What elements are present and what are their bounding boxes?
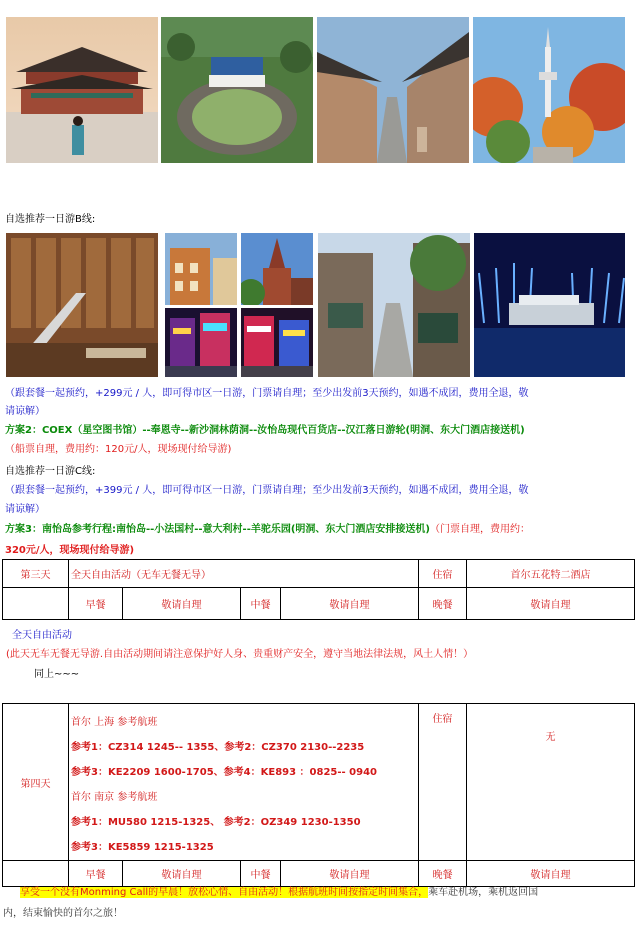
- day4-desc-rest1: 乘车赴机场，乘机返回国: [428, 887, 539, 898]
- photo-night-street-a: [165, 308, 237, 377]
- photo-starfield-library: [6, 233, 158, 377]
- photo-bongeunsa-church: [241, 233, 313, 305]
- day3-dinner-label: 晚餐: [419, 588, 467, 620]
- day4-dinner-label: 晚餐: [419, 861, 467, 887]
- day3-desc-note: (此天无车无餐无导游.自由活动期间请注意保护好人身、贵重财产安全，遵守当地法律法规，风土人情！）: [6, 649, 474, 660]
- route-b-note-line2: 请谅解）: [5, 406, 45, 417]
- photo-garosu-gil: [318, 233, 470, 377]
- day3-meal-blank: [3, 588, 69, 620]
- day4-desc-rest2: 内，结束愉快的首尔之旅！: [3, 908, 123, 919]
- day3-desc-title: 全天自由活动: [12, 630, 72, 641]
- route-c-note-line1: （跟套餐一起预约，+399元 / 人，即可得市区一日游，门票请自理；至少出发前3天预约，如遇不成团，费用全退，敬: [5, 485, 529, 496]
- day4-lunch-label: 中餐: [241, 861, 281, 887]
- day3-lunch: 敬请自理: [281, 588, 419, 620]
- route-b-fee: （船票自理，费用约：120元/人，现场现付给导游): [5, 444, 232, 455]
- photo-han-river-cruise: [474, 233, 625, 377]
- day4-route-nanjing: 首尔 南京 参考航班: [71, 792, 158, 803]
- photo-night-street-b: [241, 308, 313, 377]
- route-c-plan: [5, 524, 530, 536]
- day4-desc-line1: [20, 887, 538, 899]
- route-b-plan: 方案2：COEX（星空图书馆）--奉恩寺--新沙洞林荫洞--汝怡岛现代百货店--汉江落日游轮(明洞、东大门酒店接送机): [5, 425, 525, 436]
- route-c-fee: 320元/人，现场现付给导游): [5, 545, 135, 556]
- photo-namsan-seoul-tower: [473, 17, 625, 163]
- day4-route-shanghai: 首尔 上海 参考航班: [71, 717, 158, 728]
- day4-stay-label: 住宿: [419, 704, 467, 861]
- photo-blue-house-aerial: [161, 17, 313, 163]
- day3-desc-same: 同上~~~: [34, 669, 80, 680]
- route-b-title: 自选推荐一日游B线:: [5, 214, 96, 225]
- day4-flights-nanjing-1: 参考1：MU580 1215-1325、 参考2：OZ349 1230-1350: [71, 817, 361, 828]
- day4-table: [2, 703, 635, 887]
- day3-stay-label: 住宿: [419, 560, 467, 588]
- day4-flights-shanghai-1: 参考1：CZ314 1245-- 1355、参考2：CZ370 2130--2235: [71, 742, 365, 753]
- day3-table: [2, 559, 635, 620]
- photo-bukchon-hanok-village: [317, 17, 469, 163]
- day4-hotel: 无: [467, 704, 635, 861]
- route-b-note-line1: （跟套餐一起预约，+299元 / 人，即可得市区一日游，门票请自理；至少出发前3天预约，如遇不成团，费用全退，敬: [5, 388, 529, 399]
- route-c-title: 自选推荐一日游C线:: [5, 466, 96, 477]
- day4-flights-shanghai-2: 参考3：KE2209 1600-1705、参考4：KE893 ：0825-- 0940: [71, 767, 378, 778]
- day4-breakfast-label: 早餐: [69, 861, 123, 887]
- day3-label: 第三天: [3, 560, 69, 588]
- route-c-plan-fee-prefix: （门票自理，费用约：: [430, 524, 530, 535]
- day4-meal-blank: [3, 861, 69, 887]
- day3-hotel: 首尔五花特二酒店: [467, 560, 635, 588]
- day3-activity: 全天自由活动（无车无餐无导）: [69, 560, 419, 588]
- day4-breakfast: 敬请自理: [123, 861, 241, 887]
- photo-shinsa-street: [165, 233, 237, 305]
- route-c-note-line2: 请谅解）: [5, 504, 45, 515]
- day3-breakfast: 敬请自理: [123, 588, 241, 620]
- day4-lunch: 敬请自理: [281, 861, 419, 887]
- day4-dinner: 敬请自理: [467, 861, 635, 887]
- day3-breakfast-label: 早餐: [69, 588, 123, 620]
- route-c-plan-text: 方案3：南怡岛参考行程:南怡岛--小法国村--意大利村--羊驼乐园(明洞、东大门酒店安排接送机): [5, 524, 430, 535]
- photo-gyeongbokgung-palace: [6, 17, 158, 163]
- day4-flights-nanjing-2: 参考3：KE5859 1215-1325: [71, 842, 214, 853]
- day3-dinner: 敬请自理: [467, 588, 635, 620]
- day4-label: 第四天: [3, 704, 69, 861]
- day4-desc-highlight: 享受一个没有Monming Call的早晨！放松心情、自由活动！根据航班时间按指定时间集合，: [20, 887, 429, 898]
- day3-lunch-label: 中餐: [241, 588, 281, 620]
